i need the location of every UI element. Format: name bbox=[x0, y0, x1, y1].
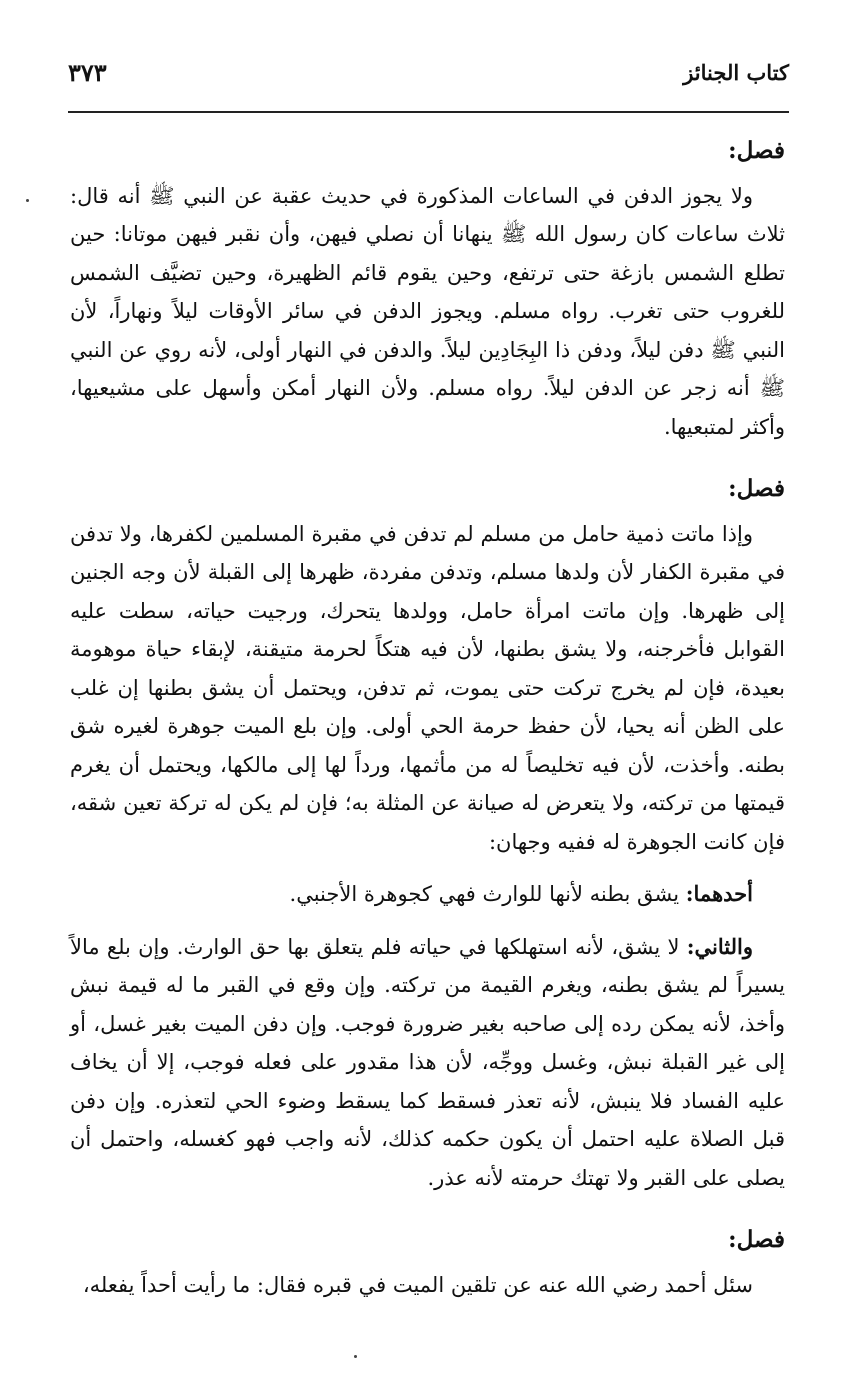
paragraph: سئل أحمد رضي الله عنه عن تلقين الميت في قبره فقال: ما رأيت أحداً يفعله، bbox=[82, 1272, 753, 1297]
option-paragraph bbox=[70, 928, 785, 1198]
option-text: يشق بطنه لأنها للوارث فهي كجوهرة الأجنبي. bbox=[289, 882, 686, 906]
margin-speck bbox=[354, 1355, 357, 1358]
paragraph: ولا يجوز الدفن في الساعات المذكورة في حديث عقبة عن النبي ﷺ أنه قال: ثلاث ساعات كان رسول الله ﷺ ينهانا أن نصلي فيهن، وأن نقبر فيهن موتانا: حين تطلع الشمس بازغة حتى ترتفع، وحين يقوم قائم الظهيرة، وحين تضيَّف الشمس للغروب حتى تغرب. رواه مسلم. ويجوز الدفن في سائر الأوقات ليلاً ونهاراً، لأن النبي ﷺ دفن ليلاً، ودفن ذا البِجَادِين ليلاً. والدفن في النهار أولى، لأنه روي عن النبي ﷺ أنه زجر عن الدفن ليلاً. رواه مسلم. ولأن النهار أمكن وأسهل على مشيعيها، وأكثر لمتبعيها. bbox=[70, 183, 785, 439]
running-title: كتاب الجنائز bbox=[683, 60, 789, 85]
option-lead: أحدهما: bbox=[685, 881, 753, 906]
section-heading: فصل: bbox=[728, 1226, 785, 1253]
section-heading: فصل: bbox=[728, 137, 785, 164]
page-header bbox=[68, 56, 789, 96]
margin-speck bbox=[26, 199, 29, 202]
header-rule bbox=[68, 111, 789, 113]
option-text: لا يشق، لأنه استهلكها في حياته فلم يتعلق بها حق الوارث. وإن بلع مالاً يسيراً لم يشق بطنه، ويغرم القيمة من تركته. وإن وقع في القبر ما له قيمة نبش وأخذ، لأنه يمكن رده إلى صاحبه بغير ضرورة فوجب. وإن دفن الميت بغير غسل، أو إلى غير القبلة نبش، وغسل ووجِّه، لأن هذا مقدور على فعله فوجب، إلا أن يخاف عليه الفساد فلا ينبش، لأنه تعذر فسقط كما يسقط وضوء الحي لتعذره. وإن دفن قبل الصلاة عليه احتمل أن يكون حكمه كذلك، لأنه واجب فهو كغسله، واحتمل أن يصلى على القبر ولا تهتك حرمته لأنه عذر. bbox=[70, 934, 785, 1190]
paragraph: وإذا ماتت ذمية حامل من مسلم لم تدفن في مقبرة المسلمين لكفرها، ولا تدفن في مقبرة الكفار لأن ولدها مسلم، وتدفن مفردة، ظهرها إلى القبلة لأن وجه الجنين إلى ظهرها. وإن ماتت امرأة حامل، وولدها يتحرك، ورجيت حياته، سطت عليه القوابل فأخرجنه، ولا يشق بطنها، لأن فيه هتكاً لحرمة متيقنة، لإبقاء حياة موهومة بعيدة، فإن لم يخرج تركت حتى يموت، ثم تدفن، ويحتمل أن يشق بطنها إن غلب على الظن أنه يحيا، لأن حفظ حرمة الحي أولى. وإن بلع الميت جوهرة لغيره شق بطنه. وأخذت، لأن فيه تخليصاً له من مأثمها، ورداً لها إلى مالكها، ويحتمل أن يغرم قيمتها من تركته، ولا يتعرض له صيانة عن المثلة به؛ فإن لم يكن له تركة تعين شقه، فإن كانت الجوهرة له ففيه وجهان: bbox=[70, 521, 785, 854]
section-heading: فصل: bbox=[728, 475, 785, 502]
page-number: ٣٧٣ bbox=[68, 58, 107, 87]
option-lead: والثاني: bbox=[686, 933, 753, 959]
page-body bbox=[70, 124, 785, 1304]
option-paragraph bbox=[70, 875, 785, 914]
